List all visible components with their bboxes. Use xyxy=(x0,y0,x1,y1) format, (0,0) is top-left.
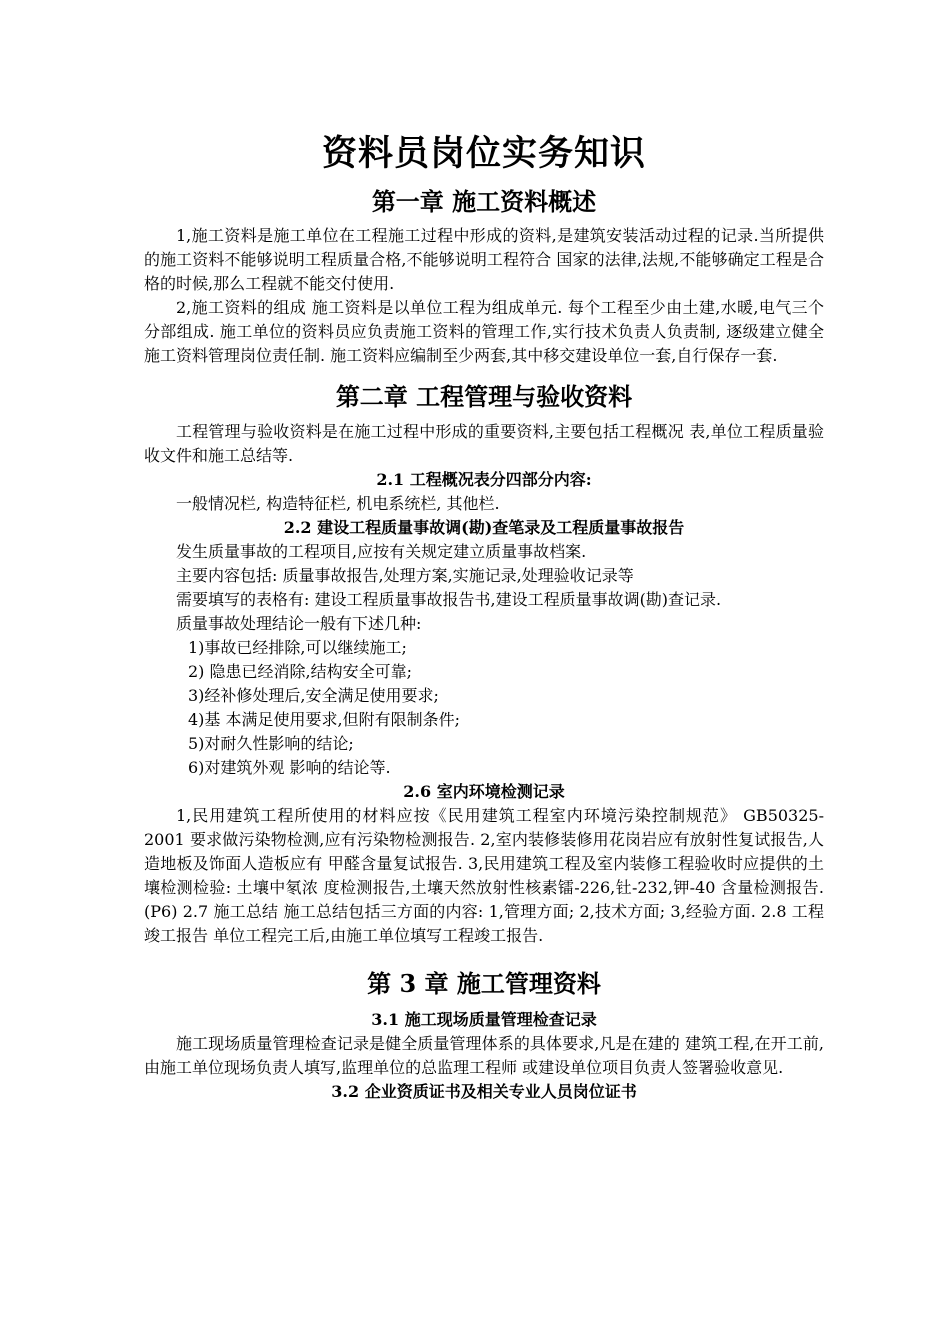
conclusion-item: 6)对建筑外观 影响的结论等. xyxy=(188,758,391,777)
section-3-1-heading: 3.1 施工现场质量管理检查记录 xyxy=(371,1010,597,1029)
section-2-6-heading: 2.6 室内环境检测记录 xyxy=(403,782,565,801)
document-body xyxy=(144,127,824,1104)
document-title: 资料员岗位实务知识 xyxy=(321,133,646,174)
section-2-2-paragraph-4: 质量事故处理结论一般有下述几种: xyxy=(176,614,422,633)
section-3-1-text: 施工现场质量管理检查记录是健全质量管理体系的具体要求,凡是在建的 建筑工程,在开工前,由施工单位现场负责人填写,监理单位的总监理工程师 或建设单位项目负责人签署验收意见. xyxy=(144,1034,824,1077)
chapter-1-paragraph-1: 1,施工资料是施工单位在工程施工过程中形成的资料,是建筑安装活动过程的记录.当所提供的施工资料不能够说明工程质量合格,不能够说明工程符合 国家的法律,法规,不能够确定工程是合格的时候,那么工程就不能交付使用. xyxy=(144,226,824,293)
chapter-1-paragraph-2: 2,施工资料的组成 施工资料是以单位工程为组成单元. 每个工程至少由土建,水暖,电气三个分部组成. 施工单位的资料员应负责施工资料的管理工作,实行技术负责人负责制, 逐级建立健全施工资料管理岗位责任制. 施工资料应编制至少两套,其中移交建设单位一套,自行保存一套. xyxy=(144,298,824,365)
section-2-2-paragraph-3: 需要填写的表格有: 建设工程质量事故报告书,建设工程质量事故调(勘)查记录. xyxy=(176,590,722,609)
chapter-2-intro: 工程管理与验收资料是在施工过程中形成的重要资料,主要包括工程概况 表,单位工程质量验收文件和施工总结等. xyxy=(144,422,824,465)
chapter-3-heading: 第 3 章 施工管理资料 xyxy=(367,969,601,998)
section-2-2-paragraph-1: 发生质量事故的工程项目,应按有关规定建立质量事故档案. xyxy=(176,542,587,561)
section-3-2-heading: 3.2 企业资质证书及相关专业人员岗位证书 xyxy=(331,1082,637,1101)
section-2-6-text: 1,民用建筑工程所使用的材料应按《民用建筑工程室内环境污染控制规范》 GB50325-2001 要求做污染物检测,应有污染物检测报告. 2,室内装修装修用花岗岩应有放射性复试报告,人造地板及饰面人造板应有 甲醛含量复试报告. 3,民用建筑工程及室内装修工程验收时应提供的土壤检测检验: 土壤中氡浓 度检测报告,土壤天然放射性核素镭-226,钍-232,钾-40 含量检测报告. (P6) 2.7 施工总结 施工总结包括三方面的内容: 1,管理方面; 2,技术方面; 3,经验方面. 2.8 工程竣工报告 单位工程完工后,由施工单位填写工程竣工报告. xyxy=(144,806,824,945)
section-2-2-heading: 2.2 建设工程质量事故调(勘)查笔录及工程质量事故报告 xyxy=(283,518,685,537)
chapter-2-heading: 第二章 工程管理与验收资料 xyxy=(335,382,633,411)
chapter-1-heading: 第一章 施工资料概述 xyxy=(371,187,597,216)
conclusion-item: 2) 隐患已经消除,结构安全可靠; xyxy=(188,662,412,681)
conclusion-item: 1)事故已经排除,可以继续施工; xyxy=(188,638,407,657)
section-2-2-paragraph-2: 主要内容包括: 质量事故报告,处理方案,实施记录,处理验收记录等 xyxy=(176,566,634,585)
section-2-1-text: 一般情况栏, 构造特征栏, 机电系统栏, 其他栏. xyxy=(176,494,500,513)
conclusion-item: 5)对耐久性影响的结论; xyxy=(188,734,354,753)
conclusion-item: 3)经补修处理后,安全满足使用要求; xyxy=(188,686,439,705)
section-2-1-heading: 2.1 工程概况表分四部分内容: xyxy=(376,470,592,489)
conclusion-item: 4)基 本满足使用要求,但附有限制条件; xyxy=(188,710,460,729)
